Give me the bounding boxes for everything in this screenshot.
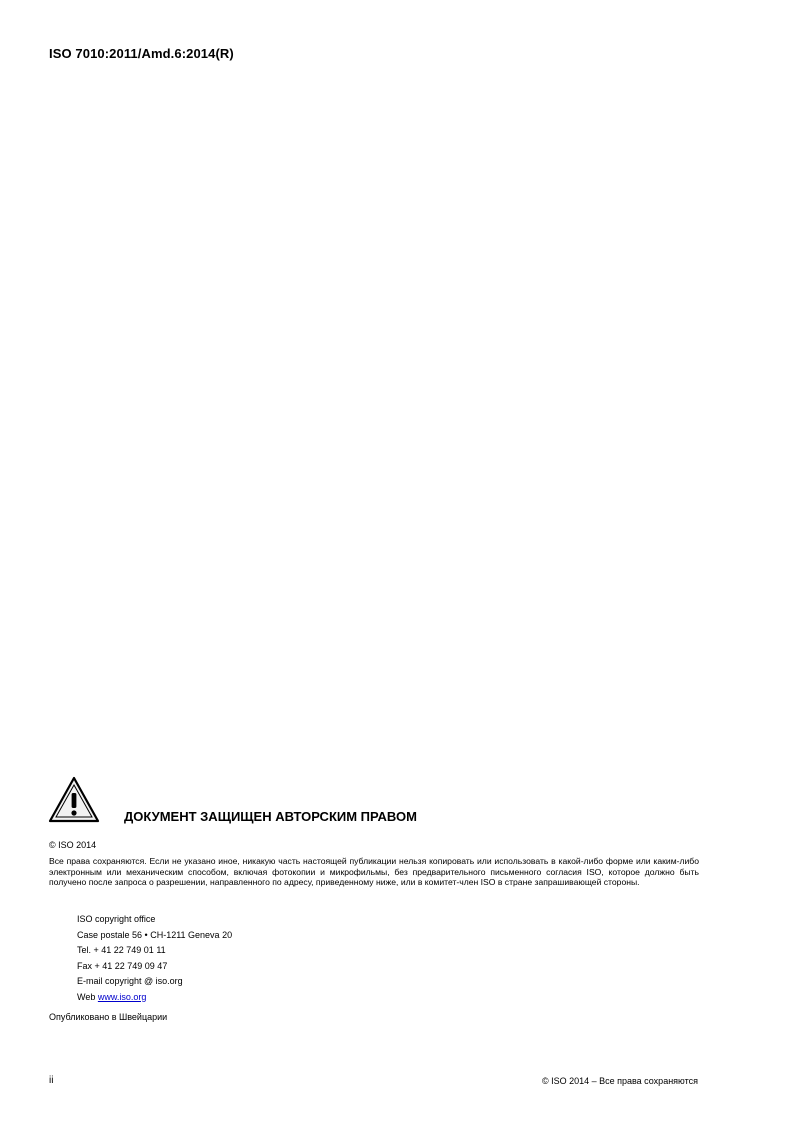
copyright-line: © ISO 2014 xyxy=(49,840,97,850)
web-label: Web xyxy=(77,991,96,1002)
web-row xyxy=(77,990,232,1006)
warning-triangle-icon xyxy=(48,776,100,824)
fax: Fax + 41 22 749 09 47 xyxy=(77,960,168,971)
web-link[interactable]: www.iso.org xyxy=(97,991,147,1002)
telephone: Tel. + 41 22 749 01 11 xyxy=(77,945,166,955)
rights-paragraph: Все права сохраняются. Если не указано иное, никакую часть настоящей публикации нельзя копировать или использовать в какой-либо форме или каким-либо электронным или механическим способом, включая фотокопии и микрофильмы, без предварительного письменного согласия ISO, которое должно быть получено после запроса о разрешении, направленного по адресу, приведенному ниже, или в комитет-член ISO в стране запрашивающей стороны. xyxy=(49,856,699,888)
office-name: ISO copyright office xyxy=(77,914,156,924)
page-number: ii xyxy=(49,1075,54,1086)
published-line: Опубликовано в Швейцарии xyxy=(49,1012,168,1022)
document-id: ISO 7010:2011/Amd.6:2014(R) xyxy=(49,46,234,61)
copyright-warning-heading: ДОКУМЕНТ ЗАЩИЩЕН АВТОРСКИМ ПРАВОМ xyxy=(124,809,417,824)
address-block xyxy=(77,912,232,1005)
postal-address: Case postale 56 • CH-1211 Geneva 20 xyxy=(77,929,233,940)
footer-copyright: © ISO 2014 – Все права сохраняются xyxy=(541,1076,698,1086)
email: E-mail copyright @ iso.org xyxy=(77,976,183,986)
